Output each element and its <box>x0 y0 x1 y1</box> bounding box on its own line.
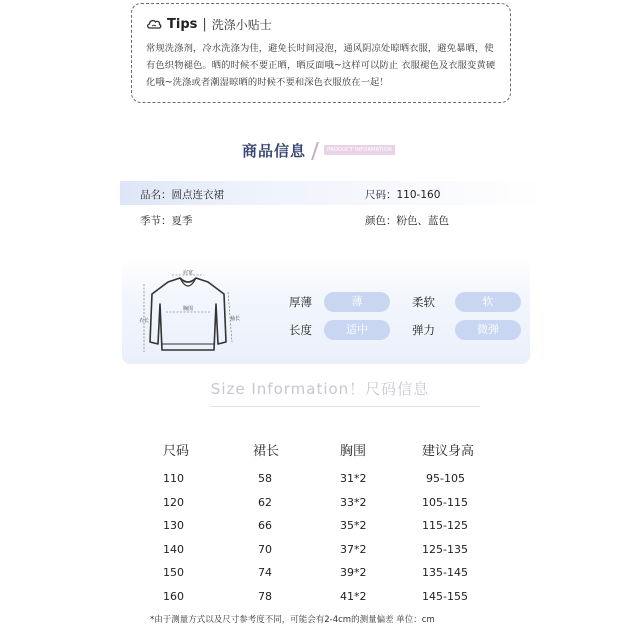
chest-label: 胸围 <box>182 306 194 312</box>
tips-title: Tips <box>167 16 198 32</box>
attr-value-length: 适中 <box>324 320 390 340</box>
product-size-range: 尺码：110-160 <box>365 189 441 201</box>
measurement-footnote: *由于测量方式以及尺寸参考度不同，可能会有2-4cm的测量偏差 单位：cm <box>150 615 435 625</box>
table-row <box>150 566 510 590</box>
cell-height: 145-155 <box>422 589 468 603</box>
size-info-title: Size Information！尺码信息 <box>210 380 430 398</box>
cell-chest: 41*2 <box>340 589 367 603</box>
shoulder-label: 肩宽 <box>182 270 194 276</box>
product-info-row <box>120 207 545 231</box>
cell-dress-length: 58 <box>258 472 272 485</box>
product-season: 季节：夏季 <box>140 215 193 227</box>
cell-dress-length: 66 <box>258 519 272 532</box>
cell-chest: 39*2 <box>340 566 367 579</box>
cell-size: 130 <box>163 519 184 532</box>
cell-dress-length: 62 <box>258 495 272 509</box>
attr-label-elasticity: 弹力 <box>412 323 435 337</box>
tips-box <box>131 3 511 103</box>
cell-height: 115-125 <box>422 519 468 532</box>
cell-chest: 31*2 <box>340 472 367 485</box>
size-table <box>150 440 510 613</box>
table-row <box>150 590 510 614</box>
product-name: 品名：圆点连衣裙 <box>140 189 224 201</box>
header-size: 尺码 <box>163 444 190 459</box>
tips-separator: | <box>202 16 207 32</box>
cell-chest: 33*2 <box>340 495 367 509</box>
cell-dress-length: 78 <box>258 589 272 603</box>
header-chest: 胸围 <box>340 444 367 459</box>
tips-line: 有色织物褪色。晒的时候不要正晒，晒反面哦~这样可以防止 衣服褪色及衣服变黄硬 <box>146 60 496 71</box>
tips-header <box>146 14 498 34</box>
attr-label-length: 长度 <box>289 323 312 337</box>
tips-text <box>146 40 498 91</box>
product-info-row <box>120 181 545 205</box>
cell-height: 95-105 <box>426 472 465 485</box>
tips-subtitle: 洗涤小贴士 <box>211 17 272 32</box>
attr-value-thickness: 薄 <box>324 292 390 312</box>
cell-chest: 35*2 <box>340 519 367 532</box>
attr-label-thickness: 厚薄 <box>289 295 312 309</box>
table-row <box>150 519 510 543</box>
table-row <box>150 496 510 520</box>
cell-size: 150 <box>163 566 184 579</box>
size-info-divider <box>210 406 480 407</box>
product-info-badge: PRODUCT INFORMATION <box>324 145 395 155</box>
cell-dress-length: 74 <box>258 566 272 579</box>
cell-size: 110 <box>163 472 184 485</box>
table-row <box>150 472 510 496</box>
attr-value-elasticity: 微弹 <box>455 320 521 340</box>
attr-label-softness: 柔软 <box>412 295 435 309</box>
product-info-header <box>0 140 640 164</box>
cell-height: 105-115 <box>422 495 468 509</box>
header-height: 建议身高 <box>422 444 475 459</box>
attr-value-softness: 软 <box>455 292 521 312</box>
cell-height: 135-145 <box>422 566 468 579</box>
sweater-diagram-icon <box>138 270 241 358</box>
table-row <box>150 543 510 567</box>
size-table-header <box>150 440 510 472</box>
cell-height: 125-135 <box>422 542 468 556</box>
cell-size: 120 <box>163 495 184 509</box>
tips-line: 常规洗涤剂，冷水洗涤为佳，避免长时间浸泡，通风阴凉处晾晒衣服，避免暴晒，使 <box>146 43 494 54</box>
cell-size: 140 <box>163 542 184 556</box>
title-divider <box>311 142 319 160</box>
sleeve-label: 袖长 <box>230 316 241 322</box>
cell-chest: 37*2 <box>340 542 367 556</box>
cell-size: 160 <box>163 589 184 603</box>
product-info-title: 商品信息 <box>242 142 307 160</box>
product-colors: 颜色：粉色、蓝色 <box>365 215 449 227</box>
length-label: 衣长 <box>139 318 150 324</box>
tips-line: 化哦~洗涤或者潮湿晾晒的时候不要和深色衣服放在一起！ <box>146 77 389 88</box>
header-dress-length: 裙长 <box>253 444 280 459</box>
cell-dress-length: 70 <box>258 542 272 556</box>
cloud-wash-icon <box>146 17 162 31</box>
